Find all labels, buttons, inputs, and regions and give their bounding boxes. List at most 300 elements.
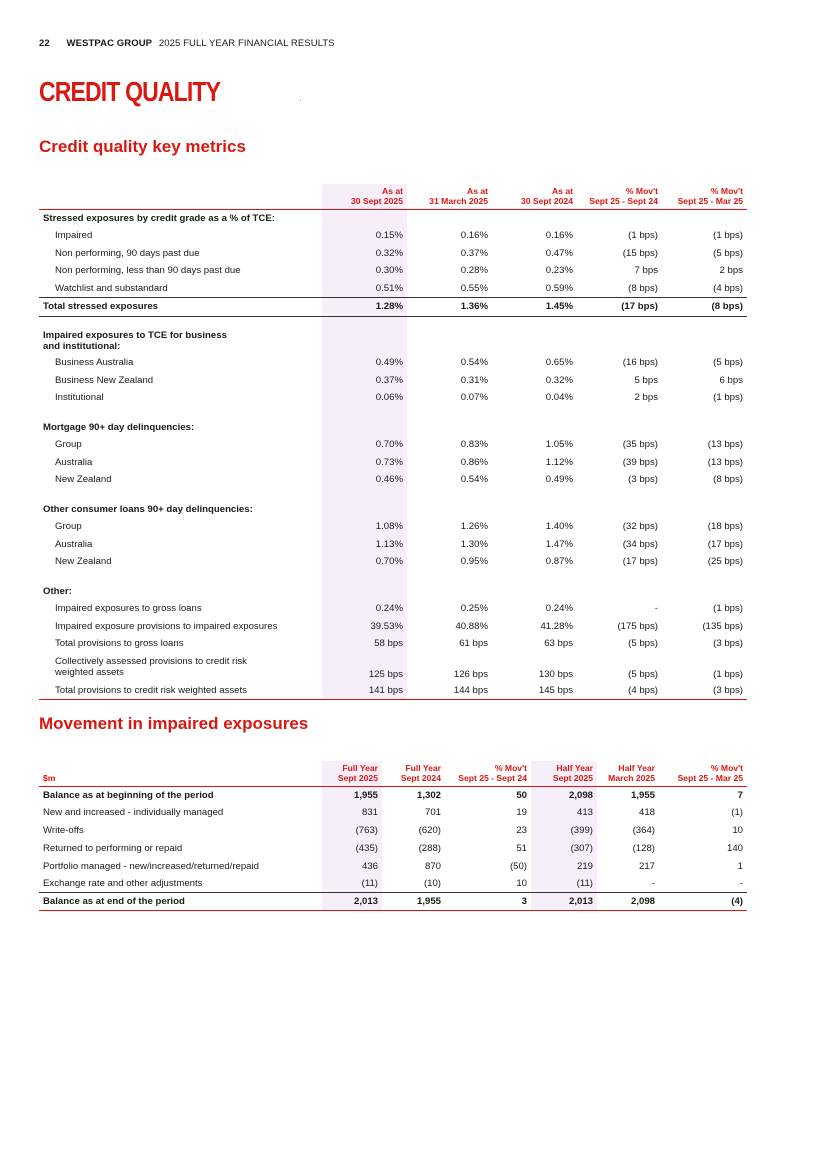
column-header-line2: March 2025 [608, 772, 655, 783]
row-label [39, 372, 322, 390]
row-label [39, 262, 322, 280]
column-header-line2: 30 Sept 2024 [520, 195, 573, 206]
table-row [39, 454, 747, 472]
value-cell: (13 bps) [707, 456, 743, 468]
empty-cell [492, 209, 577, 227]
row-label-line: Total provisions to credit risk weighted assets [55, 684, 247, 696]
empty-cell [322, 419, 407, 437]
empty-cell [322, 583, 407, 601]
empty-cell [407, 583, 492, 601]
row-label [39, 518, 322, 536]
value-cell: (135 bps) [702, 620, 743, 632]
value-cell: (288) [418, 842, 441, 854]
value-cell: - [654, 603, 658, 615]
value-cell: 0.55% [460, 282, 488, 294]
spacer-cell [39, 407, 322, 419]
column-header-line2: Sept 2024 [400, 772, 441, 783]
value-cell: 141 bps [322, 682, 407, 700]
row-label-line: Impaired exposures to gross loans [55, 603, 202, 615]
row-label: Balance as at beginning of the period [43, 789, 214, 801]
group-label [39, 583, 322, 601]
value-cell: 0.70% [322, 436, 407, 454]
column-header-line1: % Mov't [625, 185, 658, 196]
spacer-cell [492, 316, 577, 328]
value-cell: (1 bps) [713, 392, 743, 404]
value-cell: - [651, 878, 655, 890]
divider-dot [300, 100, 301, 101]
table-row [39, 682, 747, 700]
row-label-line: Group [55, 521, 82, 533]
group-label [39, 501, 322, 519]
value-cell: 50 [516, 789, 527, 801]
value-cell: 1.45% [492, 298, 577, 317]
group-label-line: Other: [43, 585, 72, 597]
value-cell: (5 bps) [628, 668, 658, 680]
group-label [39, 209, 322, 227]
spacer-cell [577, 571, 662, 583]
row-label-line: Non performing, 90 days past due [55, 247, 200, 259]
group-label [39, 419, 322, 437]
spacer-cell [322, 407, 407, 419]
column-header [492, 184, 577, 209]
key-metrics-table [39, 184, 747, 700]
value-cell: 1.05% [545, 439, 573, 451]
empty-cell [322, 501, 407, 519]
table-row [39, 635, 747, 653]
row-label-line: Group [55, 439, 82, 451]
table-row [39, 786, 747, 804]
value-cell: 217 [638, 860, 655, 872]
row-label: Returned to performing or repaid [43, 842, 183, 854]
spacer-row [39, 571, 747, 583]
value-cell: (3 bps) [628, 474, 658, 486]
table-row [39, 553, 747, 571]
column-header [577, 184, 662, 209]
value-cell: (5 bps) [628, 638, 658, 650]
column-header-line2: 31 March 2025 [429, 195, 488, 206]
value-cell: 0.16% [460, 230, 488, 242]
value-cell: 7 [737, 789, 743, 801]
column-header-line2: Sept 25 - Mar 25 [677, 195, 743, 206]
row-label [39, 298, 322, 317]
value-cell: (1 bps) [628, 230, 658, 242]
empty-cell [577, 419, 662, 437]
spacer-cell [492, 571, 577, 583]
value-cell: 140 [726, 842, 743, 854]
value-cell: 2,098 [531, 786, 597, 804]
column-header-line2: Sept 2025 [552, 772, 593, 783]
header-row [39, 184, 747, 209]
column-header-line2: Sept 25 - Sept 24 [458, 772, 527, 783]
group-label-line: Stressed exposures by credit grade as a % of TCE: [43, 212, 275, 224]
value-cell: 870 [424, 860, 441, 872]
table-row [39, 471, 747, 489]
table-row [39, 618, 747, 636]
value-cell: 0.73% [322, 454, 407, 472]
value-cell: (5 bps) [713, 357, 743, 369]
column-header-line1: % Mov't [710, 762, 743, 773]
value-cell: 0.32% [322, 245, 407, 263]
spacer-cell [662, 407, 747, 419]
value-cell: 219 [531, 857, 597, 875]
value-cell: 23 [516, 824, 527, 836]
row-label [39, 653, 322, 682]
row-label [39, 436, 322, 454]
table-row [39, 653, 747, 682]
value-cell: 1.26% [460, 521, 488, 533]
document-title: 2025 FULL YEAR FINANCIAL RESULTS [158, 38, 335, 49]
spacer-cell [407, 407, 492, 419]
spacer-cell [662, 316, 747, 328]
row-label [39, 227, 322, 245]
column-header-line2: Sept 2025 [337, 772, 378, 783]
value-cell: 5 bps [634, 374, 658, 386]
column-header [531, 761, 597, 786]
value-cell: (8 bps) [713, 474, 743, 486]
table-row [39, 389, 747, 407]
value-cell: 1.40% [545, 521, 573, 533]
value-cell: 1,955 [322, 786, 382, 804]
value-cell: (18 bps) [707, 521, 743, 533]
table-row [39, 600, 747, 618]
row-label [39, 389, 322, 407]
value-cell: 0.15% [322, 227, 407, 245]
value-cell: (11) [531, 875, 597, 893]
value-cell: 0.25% [460, 603, 488, 615]
row-label [39, 618, 322, 636]
row-label [39, 454, 322, 472]
row-label [39, 471, 322, 489]
table-row [39, 245, 747, 263]
spacer-cell [39, 489, 322, 501]
spacer-cell [39, 571, 322, 583]
table-row [39, 857, 747, 875]
value-cell: (32 bps) [622, 521, 658, 533]
value-cell: 418 [638, 807, 655, 819]
row-label [39, 682, 322, 700]
table-row [39, 518, 747, 536]
spacer-cell [662, 571, 747, 583]
empty-cell [492, 419, 577, 437]
table-row [39, 354, 747, 372]
value-cell: (3 bps) [662, 682, 747, 700]
spacer-row [39, 489, 747, 501]
empty-cell [577, 501, 662, 519]
value-cell: 6 bps [719, 374, 743, 386]
row-label-line: Business Australia [55, 357, 134, 369]
value-cell: (16 bps) [622, 357, 658, 369]
row-label-line: Australia [55, 456, 93, 468]
value-cell: 2 bps [634, 392, 658, 404]
impaired-movement-table [39, 761, 747, 911]
value-cell: 0.65% [545, 357, 573, 369]
table-row [39, 280, 747, 298]
empty-cell [322, 209, 407, 227]
value-cell: (10) [423, 878, 441, 890]
empty-cell [492, 328, 577, 354]
table-row [39, 804, 747, 822]
value-cell: 1.47% [545, 538, 573, 550]
value-cell: (4 bps) [577, 682, 662, 700]
value-cell: (34 bps) [622, 538, 658, 550]
row-label-line: Total stressed exposures [43, 301, 158, 313]
column-header [445, 761, 531, 786]
row-label-line: Collectively assessed provisions to credit risk [55, 656, 247, 667]
empty-cell [662, 501, 747, 519]
value-cell: 0.87% [545, 556, 573, 568]
empty-cell [492, 583, 577, 601]
value-cell: 2,013 [322, 893, 382, 911]
value-cell: 1.08% [322, 518, 407, 536]
column-header-line2: 30 Sept 2025 [350, 195, 403, 206]
header-row [39, 761, 747, 786]
group-label-line: Impaired exposures to TCE for business [43, 330, 227, 341]
column-header-line1: As at [551, 185, 573, 196]
value-cell: 0.46% [322, 471, 407, 489]
value-cell: 701 [424, 807, 441, 819]
row-label [39, 354, 322, 372]
row-label: Balance as at end of the period [39, 893, 322, 911]
spacer-cell [577, 316, 662, 328]
value-cell: 0.51% [322, 280, 407, 298]
value-cell: 831 [322, 804, 382, 822]
value-cell: (1 bps) [713, 230, 743, 242]
page-number: 22 [39, 38, 50, 49]
spacer-cell [407, 571, 492, 583]
row-label-line: Australia [55, 538, 93, 550]
value-cell: 0.54% [460, 357, 488, 369]
value-cell: 51 [516, 842, 527, 854]
value-cell: 0.24% [545, 603, 573, 615]
row-label-line: Watchlist and substandard [55, 282, 168, 294]
column-header-line1: Full Year [405, 762, 441, 773]
row-label [39, 600, 322, 618]
value-cell: 0.16% [545, 230, 573, 242]
value-cell: 2,098 [597, 893, 659, 911]
value-cell: (1 bps) [713, 668, 743, 680]
spacer-cell [492, 489, 577, 501]
value-cell: (620) [418, 824, 441, 836]
value-cell: 1,955 [630, 789, 655, 801]
value-cell: 1.12% [545, 456, 573, 468]
value-cell: 0.32% [545, 374, 573, 386]
spacer-row [39, 316, 747, 328]
row-label [39, 245, 322, 263]
value-cell: 39.53% [322, 618, 407, 636]
column-header [382, 761, 445, 786]
value-cell: (175 bps) [617, 620, 658, 632]
column-header-line1: Half Year [618, 762, 655, 773]
column-header [322, 184, 407, 209]
column-header [407, 184, 492, 209]
table-row [39, 262, 747, 280]
value-cell: 0.28% [460, 265, 488, 277]
row-label: Exchange rate and other adjustments [43, 878, 203, 890]
row-label [39, 280, 322, 298]
row-label-line: weighted assets [55, 667, 124, 678]
spacer-cell [322, 489, 407, 501]
value-cell: 0.31% [460, 374, 488, 386]
row-label [39, 635, 322, 653]
value-cell: (35 bps) [622, 439, 658, 451]
value-cell: 0.37% [322, 372, 407, 390]
value-cell: 130 bps [538, 668, 573, 680]
column-header-line1: % Mov't [494, 762, 527, 773]
value-cell: 0.24% [322, 600, 407, 618]
empty-cell [577, 209, 662, 227]
value-cell: (364) [632, 824, 655, 836]
group-row [39, 419, 747, 437]
group-label-line: Mortgage 90+ day delinquencies: [43, 421, 195, 433]
column-header-line1: Half Year [556, 762, 593, 773]
column-header-line1: Full Year [342, 762, 378, 773]
value-cell: 58 bps [322, 635, 407, 653]
column-header-line2: Sept 25 - Mar 25 [677, 772, 743, 783]
value-cell: 0.54% [460, 474, 488, 486]
value-cell: 10 [732, 824, 743, 836]
value-cell: 145 bps [492, 682, 577, 700]
value-cell: 19 [516, 807, 527, 819]
value-cell: 1.30% [460, 538, 488, 550]
group-row [39, 209, 747, 227]
value-cell: 0.30% [322, 262, 407, 280]
value-cell: (5 bps) [713, 247, 743, 259]
total-row [39, 893, 747, 911]
column-header [322, 761, 382, 786]
row-label-line: New Zealand [55, 474, 112, 486]
value-cell: 436 [322, 857, 382, 875]
brand-name: WESTPAC GROUP [66, 38, 153, 49]
spacer-cell [322, 571, 407, 583]
value-cell: (1 bps) [713, 603, 743, 615]
page-header [39, 38, 335, 49]
row-label [39, 553, 322, 571]
value-cell: (399) [531, 822, 597, 840]
value-cell: 1.28% [322, 298, 407, 317]
value-cell: 126 bps [453, 668, 488, 680]
key-metrics-title: Credit quality key metrics [39, 137, 246, 156]
spacer-cell [662, 489, 747, 501]
table-row [39, 227, 747, 245]
value-cell: (17 bps) [622, 556, 658, 568]
value-cell: 63 bps [544, 638, 573, 650]
table-row [39, 536, 747, 554]
empty-cell [492, 501, 577, 519]
empty-cell [407, 328, 492, 354]
table-row [39, 372, 747, 390]
spacer-cell [407, 316, 492, 328]
value-cell: 0.83% [460, 439, 488, 451]
column-header-line1: % Mov't [710, 185, 743, 196]
spacer-cell [577, 489, 662, 501]
group-label-line: Other consumer loans 90+ day delinquencies: [43, 503, 253, 515]
value-cell: 144 bps [407, 682, 492, 700]
table-row [39, 822, 747, 840]
table-row [39, 839, 747, 857]
value-cell: 0.70% [322, 553, 407, 571]
value-cell: - [739, 878, 743, 890]
group-label [39, 328, 322, 354]
row-label-line: Business New Zealand [55, 374, 154, 386]
table-row [39, 875, 747, 893]
value-cell: (3 bps) [713, 638, 743, 650]
value-cell: (1) [731, 807, 743, 819]
row-label-line: Institutional [55, 392, 104, 404]
row-label: Portfolio managed - new/increased/returned/repaid [43, 860, 259, 872]
empty-cell [662, 583, 747, 601]
value-cell: 125 bps [322, 653, 407, 682]
value-cell: (307) [531, 839, 597, 857]
value-cell: 7 bps [634, 265, 658, 277]
value-cell: 2,013 [531, 893, 597, 911]
group-row [39, 328, 747, 354]
value-cell: 10 [516, 878, 527, 890]
column-header [597, 761, 659, 786]
row-label-line: Non performing, less than 90 days past due [55, 265, 241, 277]
value-cell: 40.88% [455, 620, 488, 632]
spacer-cell [322, 316, 407, 328]
value-cell: (128) [632, 842, 655, 854]
value-cell: 413 [531, 804, 597, 822]
value-cell: 0.04% [545, 392, 573, 404]
value-cell: 0.49% [322, 354, 407, 372]
spacer-cell [492, 407, 577, 419]
value-cell: (435) [322, 839, 382, 857]
value-cell: 2 bps [719, 265, 743, 277]
column-header-line1: As at [381, 185, 403, 196]
section-title: CREDIT QUALITY [39, 76, 221, 107]
value-cell: 41.28% [540, 620, 573, 632]
value-cell: 0.49% [545, 474, 573, 486]
value-cell: 0.37% [460, 247, 488, 259]
row-label [39, 536, 322, 554]
value-cell: (763) [322, 822, 382, 840]
value-cell: (4 bps) [713, 282, 743, 294]
value-cell: 1 [737, 860, 743, 872]
impaired-movement-title: Movement in impaired exposures [39, 714, 309, 733]
empty-cell [662, 209, 747, 227]
value-cell: (25 bps) [707, 556, 743, 568]
row-label-line: Impaired exposure provisions to impaired exposures [55, 620, 278, 632]
value-cell: 0.47% [545, 247, 573, 259]
empty-cell [662, 328, 747, 354]
group-row [39, 583, 747, 601]
empty-cell [407, 501, 492, 519]
empty-cell [577, 328, 662, 354]
spacer-cell [577, 407, 662, 419]
row-label: New and increased - individually managed [43, 807, 224, 819]
value-cell: 0.86% [460, 456, 488, 468]
row-label-line: Total provisions to gross loans [55, 638, 184, 650]
value-cell: 0.23% [545, 265, 573, 277]
total-row [39, 298, 747, 317]
value-cell: (11) [322, 875, 382, 893]
spacer-cell [39, 316, 322, 328]
value-cell: 0.59% [545, 282, 573, 294]
value-cell: (8 bps) [628, 282, 658, 294]
column-header-line2: Sept 25 - Sept 24 [589, 195, 658, 206]
value-cell: 1.13% [322, 536, 407, 554]
empty-cell [577, 583, 662, 601]
value-cell: (39 bps) [622, 456, 658, 468]
row-label-line: Impaired [55, 230, 93, 242]
table-row [39, 436, 747, 454]
value-cell: 0.06% [322, 389, 407, 407]
empty-cell [407, 419, 492, 437]
value-cell: (17 bps) [707, 538, 743, 550]
row-label-line: New Zealand [55, 556, 112, 568]
value-cell: 1,955 [382, 893, 445, 911]
